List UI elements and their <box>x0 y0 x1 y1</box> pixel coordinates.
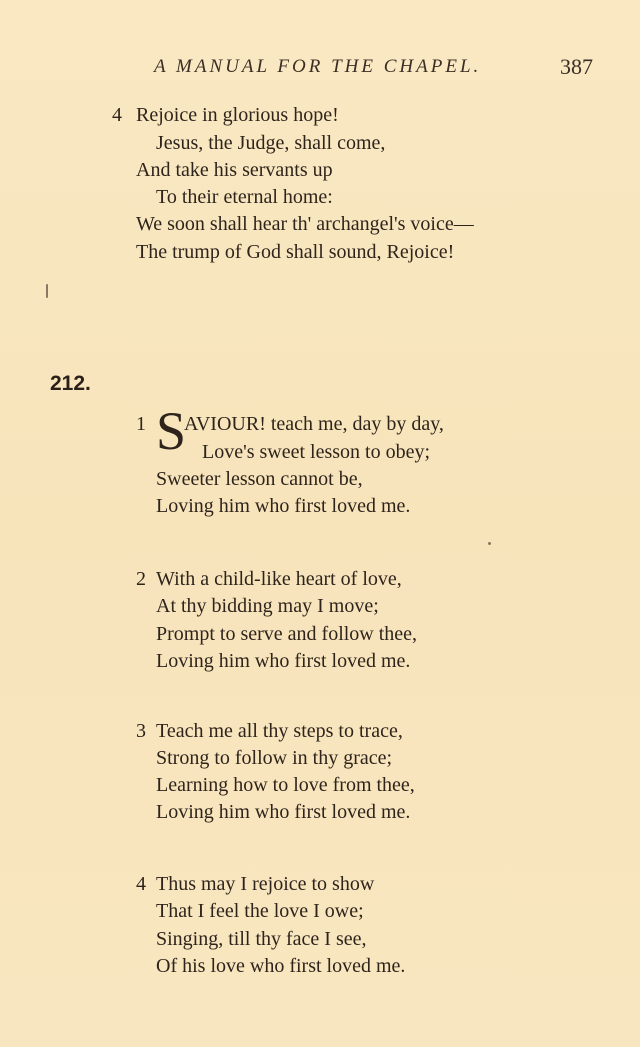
verse-line: Singing, till thy face I see, <box>156 928 367 950</box>
page-number: 387 <box>560 54 593 79</box>
verse-line: AVIOUR! teach me, day by day, <box>184 413 444 435</box>
verse-line: Strong to follow in thy grace; <box>156 747 393 769</box>
verse-number: 2 <box>136 568 146 590</box>
verse-line: That I feel the love I owe; <box>156 900 364 922</box>
verse-number: 4 <box>136 873 146 895</box>
verse-line: Love's sweet lesson to obey; <box>202 441 431 463</box>
print-speck <box>488 542 491 545</box>
verse-line: Loving him who first loved me. <box>156 801 411 823</box>
verse-number: 1 <box>136 413 146 435</box>
previous-verse-line: We soon shall hear th' archangel's voice— <box>136 213 474 235</box>
verse-line: Prompt to serve and follow thee, <box>156 623 418 645</box>
previous-verse-line: Jesus, the Judge, shall come, <box>156 132 386 154</box>
verse-line: With a child-like heart of love, <box>156 568 402 590</box>
verse-line: Of his love who first loved me. <box>156 955 406 977</box>
hymn-number: 212. <box>50 372 91 395</box>
previous-verse-line: To their eternal home: <box>156 186 333 208</box>
verse-line: Learning how to love from thee, <box>156 774 415 796</box>
verse-line: Loving him who first loved me. <box>156 495 411 517</box>
previous-verse-number: 4 <box>112 104 122 126</box>
print-speck <box>46 284 48 298</box>
verse-line: Sweeter lesson cannot be, <box>156 468 363 490</box>
verse-line: At thy bidding may I move; <box>156 595 379 617</box>
previous-verse-line: Rejoice in glorious hope! <box>136 104 339 126</box>
verse-line: Teach me all thy steps to trace, <box>156 720 403 742</box>
verse-number: 3 <box>136 720 146 742</box>
drop-cap: S <box>156 401 187 461</box>
verse-line: Loving him who first loved me. <box>156 650 411 672</box>
previous-verse-line: The trump of God shall sound, Rejoice! <box>136 241 455 263</box>
previous-verse-line: And take his servants up <box>136 159 333 181</box>
running-head: A MANUAL FOR THE CHAPEL. <box>154 56 482 77</box>
verse-line: Thus may I rejoice to show <box>156 873 375 895</box>
